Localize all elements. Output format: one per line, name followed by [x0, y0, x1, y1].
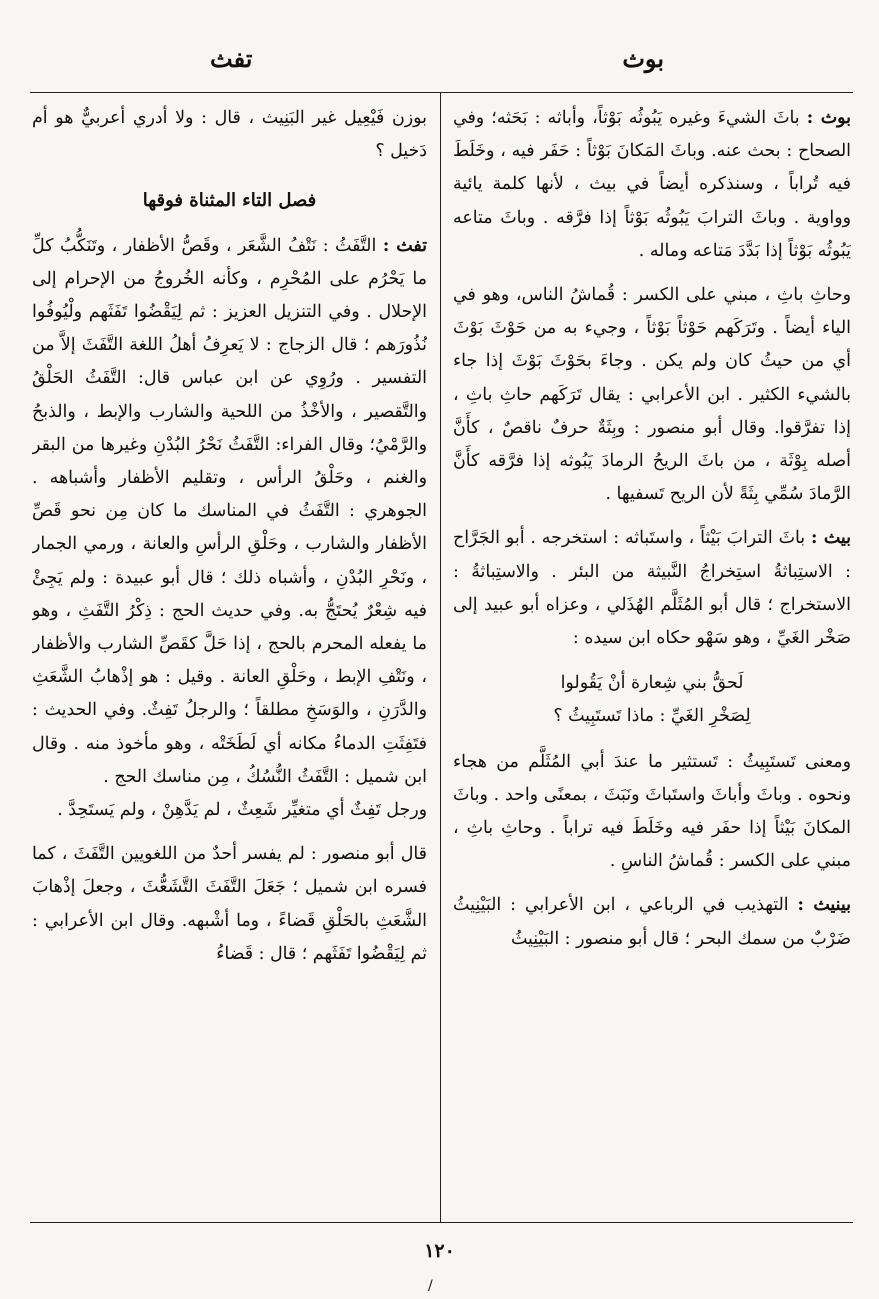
footer-rule: [30, 1222, 853, 1223]
header-rule: [30, 92, 853, 93]
continuation-text: بوزن فَيْعِيل غير البَنِيث ، قال : ولا أدري أعربيٌّ هو أم دَخيل ؟: [32, 108, 427, 162]
entry-byth: [453, 522, 851, 655]
entry-text: التَّفَثُ : نَتْفُ الشَّعَر ، وقَصُّ الأظفار ، وتَنَكُّبُ كلِّ ما يَحْرُم على المُحْرِم ، وكأنه الخُروجُ من الإحرام إلى الإحلال . وفي التنزيل العزيز : ثم لِيَقْضُوا تَفَثَهم ولْيُوفُوا نُذُورَهم ؛ قال الزجاج : لا يَعرِفُ أهلُ اللغة التَّفَثَ إلاَّ من التفسير . ورُوِي عن ابن عباس قال: التَّفَثُ الحَلْقُ والتَّقصير ، والأخْذُ من اللحية والشارب والإبط ، والذبحُ والرَّمْيُ؛ وقال الفراء: التَّفَثُ نَحْرُ البُدْنِ وغيرها من البقر والغنم ، وحَلْقُ الرأس ، وتقليم الأظفار وأشباهه . الجوهري : التَّفَثُ في المناسك ما كان مِن نحو قَصِّ الأظفار والشارب ، وحَلْقِ الرأسِ والعانة ، ورمي الجمار ، ونَحْرِ البُدْنِ ، وأشباه ذلك ؛ قال أبو عبيدة : ولم يَجِئْ فيه شِعْرٌ يُحتَجُّ به. وفي حديث الحج : ذِكْرُ التَّفَثِ ، وهو ما يفعله المحرم بالحج ، إذا حَلَّ كقَصِّ الشارب والأظفار ، ونَتْفِ الإبط ، وحَلْقِ العانة . وقيل : هو إذْهابُ الشَّعَثِ والدَّرَنِ ، والوَسَخِ مطلقاً ؛ والرجلُ تَفِثٌ. وفي الحديث : فتَفِثَتِ الدماءُ مكانه أي لَطَخَتْه ، وهو مأخوذ منه . وقال ابن شميل : التَّفَثُ النُّسُكُ ، مِن مناسك الحج .: [32, 235, 427, 787]
headword: تفث :: [382, 235, 427, 256]
header-title-left: تفث: [210, 44, 253, 73]
headword: بوث :: [806, 108, 851, 128]
entry-text: باثَ الترابَ بَيْثاً ، واستَباثه : استخرجه . أبو الجَرَّاح : الاستِباثةُ استِخراجُ النَّبيثة من البئر . والاستِباثةُ : الاستخراج ؛ قال أبو المُثَلَّم الهُذَلي ، وعزاه أبو عبيد إلى صَخْر الغَيِّ ، وهو سَهْو حكاه ابن سيده :: [453, 528, 851, 649]
page-number: ١٢٠: [424, 1240, 455, 1262]
section-title: فصل التاء المثناة فوقها: [142, 190, 317, 212]
entry-text: ورجل تَفِثٌ أي متغيِّر شَعِثٌ ، لم يَدَّهِنْ ، ولم يَستَحِدَّ .: [57, 800, 427, 821]
entry-bwth-1: [453, 102, 851, 268]
headword: بينيث :: [797, 895, 851, 916]
left-column: [32, 102, 427, 1217]
entry-tfth: [32, 230, 427, 794]
header-title-right: بوث: [622, 44, 664, 73]
right-column: [453, 102, 851, 1217]
entry-text: قال أبو منصور : لم يفسر أحدٌ من اللغويين التَّفَثَ ، كما فسره ابن شميل ؛ جَعَلَ التَّفَثَ التَّشَعُّثَ ، وجعلَ إذْهابَ الشَّعَثِ بالحَلْقِ قَضاءً ، وما أشْبهه. وقال ابن الأعرابي : ثم لِيَقْضُوا تَفَثَهم ؛ قال : قَضاءُ: [32, 844, 427, 964]
entry-bynyth: [453, 889, 851, 955]
entry-tfth-2: [32, 794, 427, 827]
verse: [453, 667, 851, 733]
entry-text: باثَ الشيءَ وغيره يَبُوثُه بَوْثاً، وأباثه : بَحَثه؛ وفي الصحاح : بحث عنه. وباثَ المَكانَ بَوْثاً : حَفَر فيه ، وخَلَطَ فيه تُراباً ، وسنذكره أيضاً في بيث ، لأنها كلمة يائية وواوية . وباثَ الترابَ يَبُوثُه بَوْثاً إذا فرَّقه . وباثَ متاعه يَبُوثُه بَوْثاً إذا بَدَّدَ مَتاعه وماله .: [453, 108, 851, 261]
entry-text: التهذيب في الرباعي ، ابن الأعرابي : البَيْنِيثُ ضَرْبٌ من سمك البحر ؛ قال أبو منصور : البَيْنِيثُ: [453, 895, 851, 949]
entry-byth-2: [453, 746, 851, 879]
headword: بيث :: [811, 528, 851, 549]
verse-line-2: لِصَخْرِ الغَيِّ : ماذا تَستَبِيثُ ؟: [553, 706, 751, 727]
entry-bwth-2: [453, 279, 851, 511]
page-mark: /: [428, 1278, 433, 1294]
column-divider: [440, 92, 441, 1222]
entry-text: وحاثِ باثِ ، مبني على الكسر : قُماشُ الناس، وهو في الياء أيضاً . وتَرَكَهم حَوْثاً بَوْثاً ، وجيء به من حَوْثَ بَوْثَ أي من حيثُ كان ولم يكن . وجاءَ بحَوْثَ بَوْثَ إذا جاء بالشيء الكثير . ابن الأعرابي : يقال تَرَكَهم حاثِ باثِ ، إذا تفرَّقوا. وقال أبو منصور : وبِثَةٌ حرفٌ ناقصٌ ، كأَنَّ أصله بِوْثَة ، من باثَ الريحُ الرمادَ يَبُوثه إذا فرَّقه كأَنَّ الرَّمادَ سُمِّي بِثَةً لأن الريح تَسفيها .: [453, 285, 851, 505]
entry-text: ومعنى تَستَبِيثُ : تَستثير ما عندَ أبي المُثَلَّم من هجاء ونحوه . وباثَ وأباثَ واستَباثَ ونَبَثَ ، بمعنًى واحد . وباثَ المكانَ بَيْثاً إذا حفَر فيه وخَلَطَ فيه تراباً . وحاثِ باثِ ، مبني على الكسر : قُماشُ الناسِ .: [453, 751, 851, 872]
entry-tfth-3: [32, 838, 427, 971]
verse-line-1: لَحقُّ بني شِعارة أنْ يَقُولوا: [560, 673, 744, 694]
